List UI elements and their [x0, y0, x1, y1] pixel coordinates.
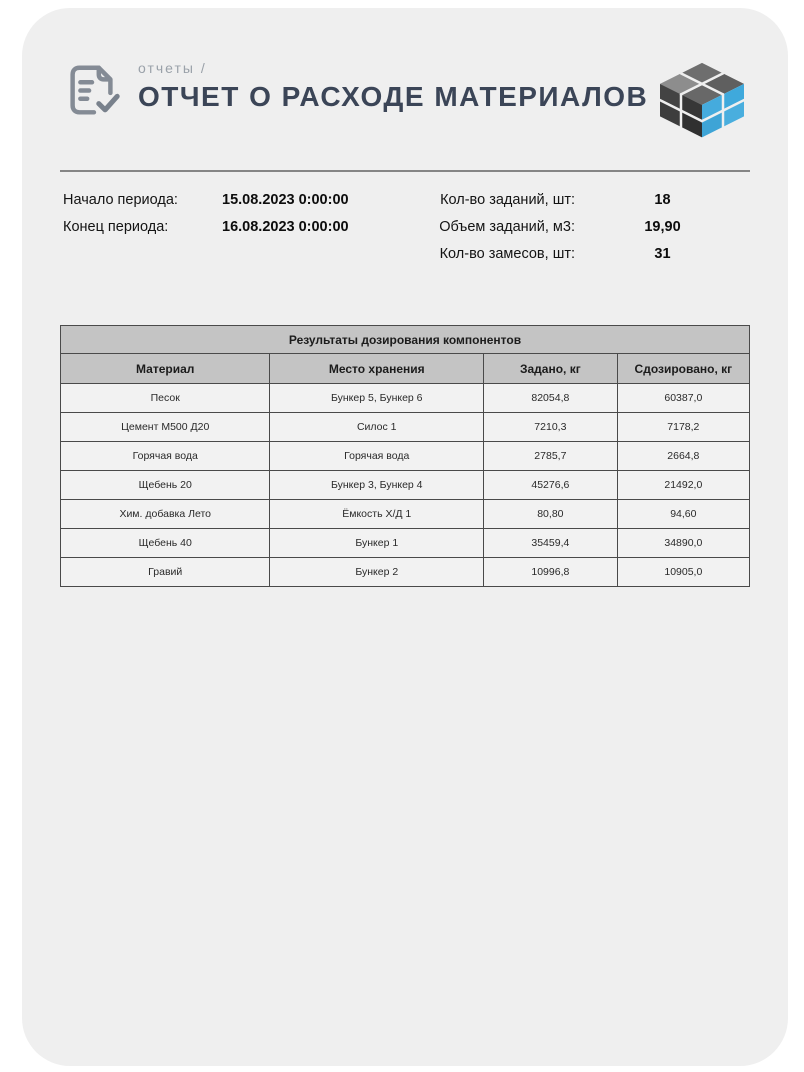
table-cell: 2664,8 [617, 442, 749, 471]
table-cell: Силос 1 [270, 413, 484, 442]
summary-row [60, 219, 349, 235]
table-cell: Щебень 20 [61, 471, 270, 500]
table-title-row [61, 326, 750, 354]
table-row [61, 529, 750, 558]
period-start-label: Начало периода: [63, 192, 178, 208]
table-row [61, 500, 750, 529]
table-row [61, 442, 750, 471]
table-column-header: Материал [61, 354, 270, 384]
summary-left-column [60, 192, 349, 273]
table-cell: 34890,0 [617, 529, 749, 558]
table-cell: 2785,7 [484, 442, 618, 471]
header-text-block [138, 58, 654, 113]
cube-logo-icon [654, 60, 750, 144]
table-cell: 21492,0 [617, 471, 749, 500]
table-cell: Горячая вода [270, 442, 484, 471]
tasks-count-value: 18 [654, 192, 671, 208]
table-column-header: Место хранения [270, 354, 484, 384]
header-divider [60, 170, 750, 172]
period-end-label: Конец периода: [63, 219, 169, 235]
summary-row [425, 219, 750, 235]
breadcrumb-reports-link[interactable]: отчеты / [138, 60, 207, 76]
table-cell: 10905,0 [617, 558, 749, 587]
table-cell: 7178,2 [617, 413, 749, 442]
report-header [60, 8, 750, 144]
table-cell: Щебень 40 [61, 529, 270, 558]
tasks-volume-label: Объем заданий, м3: [439, 219, 575, 235]
table-column-header: Задано, кг [484, 354, 618, 384]
dosing-table [60, 325, 750, 587]
report-page-card [22, 8, 788, 1066]
table-column-header: Сдозировано, кг [617, 354, 749, 384]
table-cell: Бункер 3, Бункер 4 [270, 471, 484, 500]
summary-row [425, 246, 750, 262]
table-row [61, 413, 750, 442]
table-cell: 60387,0 [617, 384, 749, 413]
table-cell: Бункер 1 [270, 529, 484, 558]
period-start-value: 15.08.2023 0:00:00 [222, 192, 349, 208]
table-cell: 35459,4 [484, 529, 618, 558]
tasks-volume-value: 19,90 [644, 219, 681, 235]
table-cell: 7210,3 [484, 413, 618, 442]
table-cell: 94,60 [617, 500, 749, 529]
table-body [61, 384, 750, 587]
table-row [61, 384, 750, 413]
table-row [61, 471, 750, 500]
table-cell: Бункер 5, Бункер 6 [270, 384, 484, 413]
document-check-icon [60, 60, 124, 122]
table-header-row [61, 354, 750, 384]
batches-count-value: 31 [654, 246, 671, 262]
page-title: ОТЧЕТ О РАСХОДЕ МАТЕРИАЛОВ [138, 81, 649, 112]
table-section [60, 325, 750, 587]
table-cell: 82054,8 [484, 384, 618, 413]
table-cell: 10996,8 [484, 558, 618, 587]
summary-row [60, 192, 349, 208]
table-cell: Ёмкость Х/Д 1 [270, 500, 484, 529]
period-summary [60, 192, 750, 273]
table-cell: Песок [61, 384, 270, 413]
table-title: Результаты дозирования компонентов [61, 326, 750, 354]
table-cell: 80,80 [484, 500, 618, 529]
table-cell: Цемент М500 Д20 [61, 413, 270, 442]
batches-count-label: Кол-во замесов, шт: [439, 246, 575, 262]
summary-right-column [425, 192, 750, 273]
table-row [61, 558, 750, 587]
table-cell: Хим. добавка Лето [61, 500, 270, 529]
table-cell: Бункер 2 [270, 558, 484, 587]
table-cell: Гравий [61, 558, 270, 587]
table-cell: 45276,6 [484, 471, 618, 500]
period-end-value: 16.08.2023 0:00:00 [222, 219, 349, 235]
tasks-count-label: Кол-во заданий, шт: [440, 192, 575, 208]
summary-row [425, 192, 750, 208]
table-cell: Горячая вода [61, 442, 270, 471]
